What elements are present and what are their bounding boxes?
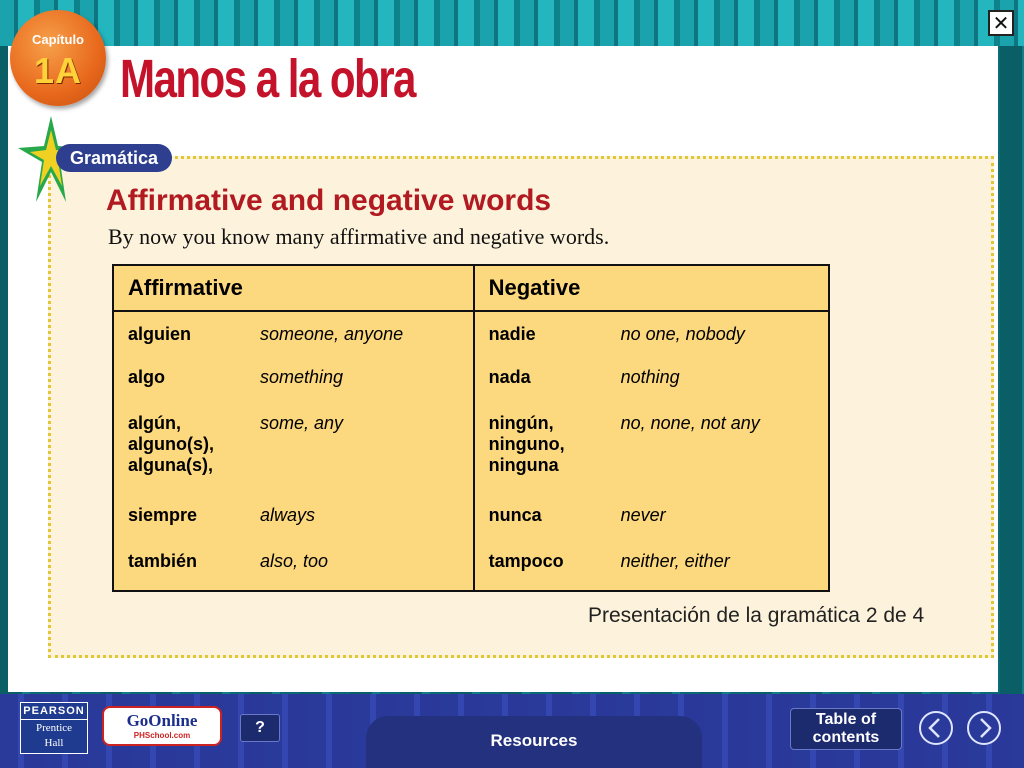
pearson-logo-top: PEARSON: [21, 703, 87, 720]
negative-word: ningún, ninguno, ninguna: [474, 403, 607, 495]
affirmative-meaning: someone, anyone: [260, 324, 404, 344]
section-heading: Affirmative and negative words: [106, 184, 552, 217]
pearson-logo[interactable]: [20, 702, 88, 754]
negative-meaning: no one, nobody: [620, 324, 745, 344]
affirmative-word: también: [128, 551, 198, 571]
page-title: Manos a la obra: [120, 49, 415, 109]
negative-word: nunca: [474, 495, 607, 541]
table-row: [113, 311, 829, 357]
affirmative-word: alguien: [128, 324, 192, 344]
resources-button[interactable]: Resources: [366, 716, 702, 768]
chapter-badge: [10, 10, 106, 106]
help-button[interactable]: ?: [240, 714, 280, 742]
vocabulary-table: [112, 264, 830, 592]
go-online-button[interactable]: [102, 706, 222, 746]
go-online-sublabel: PHSchool.com: [133, 731, 191, 740]
negative-meaning: neither, either: [620, 551, 730, 571]
chevron-right-icon[interactable]: [966, 710, 1002, 746]
toc-line1: Table of: [815, 711, 877, 728]
negative-word: tampoco: [474, 541, 607, 591]
affirmative-word: siempre: [128, 505, 198, 525]
chapter-label: Capítulo: [32, 32, 84, 47]
go-online-label: GoOnline: [126, 711, 198, 730]
affirmative-word: algún, alguno(s), alguna(s),: [128, 413, 214, 475]
section-tab-gramatica: Gramática: [56, 144, 172, 172]
affirmative-meaning: always: [260, 505, 316, 525]
affirmative-meaning: some, any: [260, 413, 344, 433]
affirmative-word: algo: [128, 367, 166, 387]
negative-meaning: nothing: [620, 367, 680, 387]
pearson-logo-line2: Hall: [44, 737, 64, 749]
table-row: [113, 495, 829, 541]
toc-line2: contents: [812, 729, 880, 746]
table-of-contents-button[interactable]: [790, 708, 902, 750]
chevron-left-icon[interactable]: [918, 710, 954, 746]
chapter-number: 1A: [33, 50, 83, 91]
negative-word: nadie: [474, 311, 607, 357]
close-icon: ✕: [992, 11, 1010, 35]
column-header-negative: Negative: [474, 265, 829, 311]
close-button[interactable]: [988, 10, 1014, 36]
affirmative-meaning: something: [260, 367, 344, 387]
negative-word: nada: [474, 357, 607, 403]
table-row: [113, 541, 829, 591]
affirmative-meaning: also, too: [260, 551, 329, 571]
top-pattern-band: [0, 0, 1024, 46]
table-row: [113, 357, 829, 403]
slide-counter: Presentación de la gramática 2 de 4: [588, 604, 925, 627]
pearson-logo-line1: Prentice: [35, 722, 73, 734]
negative-meaning: no, none, not any: [620, 413, 760, 433]
section-intro: By now you know many affirmative and negative words.: [108, 224, 610, 249]
column-header-affirmative: Affirmative: [113, 265, 474, 311]
table-row: [113, 403, 829, 495]
negative-meaning: never: [620, 505, 666, 525]
